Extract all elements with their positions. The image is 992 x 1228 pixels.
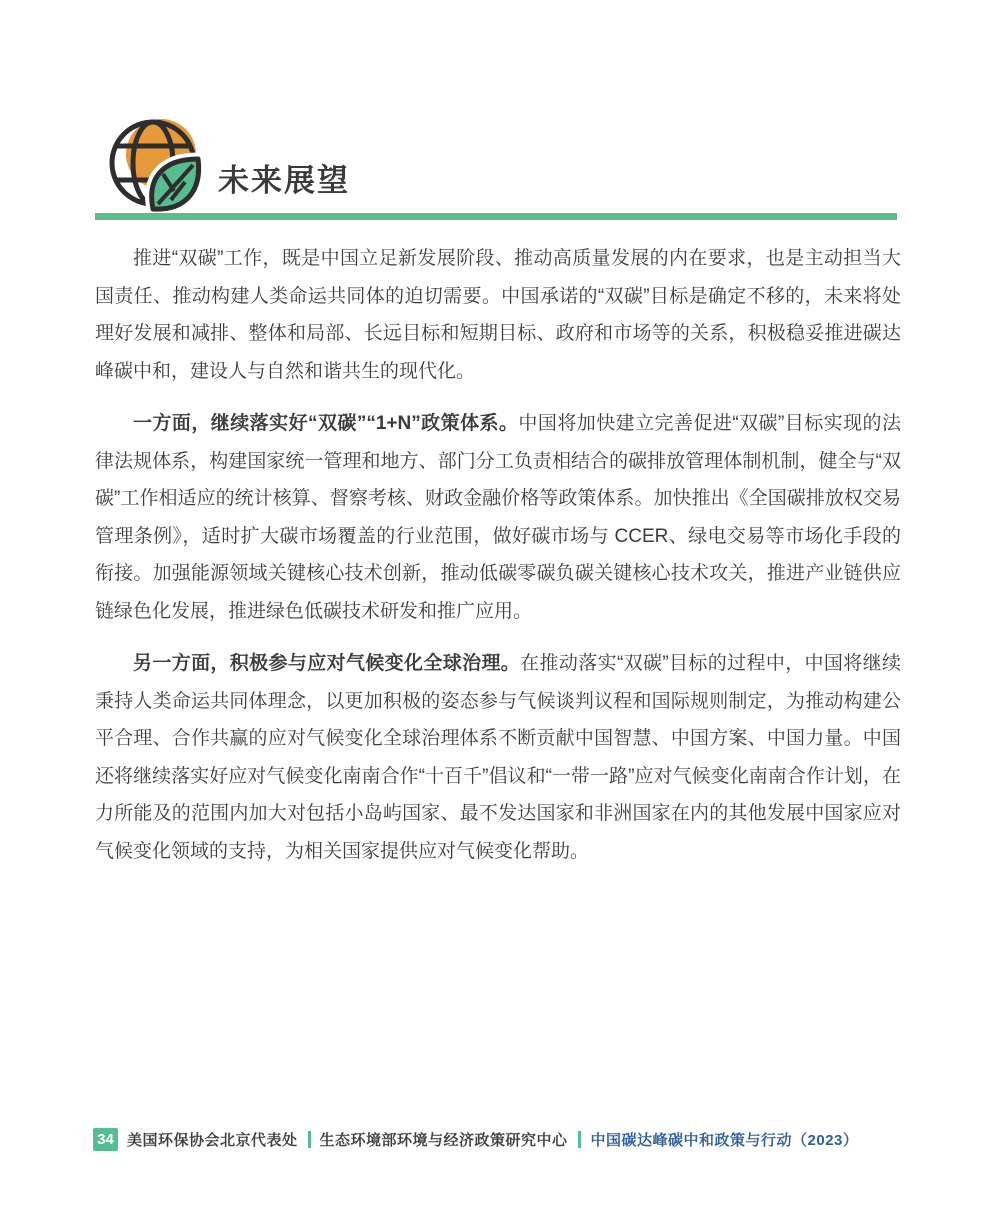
page-footer	[93, 1128, 858, 1151]
footer-org-prcee: 生态环境部环境与经济政策研究中心	[319, 1132, 568, 1149]
body-content	[95, 240, 901, 885]
paragraph-lead: 一方面，继续落实好“双碳”“1+N”政策体系。	[133, 413, 519, 434]
paragraph-lead: 另一方面，积极参与应对气候变化全球治理。	[133, 653, 521, 674]
paragraph-policy-system	[95, 405, 901, 630]
page-number-badge: 34	[93, 1128, 118, 1151]
footer-divider	[578, 1131, 581, 1148]
footer-divider	[308, 1131, 311, 1148]
footer-report-title: 中国碳达峰碳中和政策与行动（2023）	[590, 1132, 859, 1149]
paragraph-intro	[95, 240, 901, 390]
globe-leaf-icon	[103, 112, 203, 216]
section-divider-rule	[95, 213, 897, 220]
paragraph-text: 中国将加快建立完善促进“双碳”目标实现的法律法规体系，构建国家统一管理和地方、部门分工负责相结合的碳排放管理体制机制，健全与“双碳”工作相适应的统计核算、督察考核、财政金融价格等政策体系。加快推出《全国碳排放权交易管理条例》，适时扩大碳市场覆盖的行业范围，做好碳市场与 CCER、绿电交易等市场化手段的衔接。加强能源领域关键核心技术创新，推动低碳零碳负碳关键核心技术攻关，推进产业链供应链绿色化发展，推进绿色低碳技术研发和推广应用。	[95, 413, 902, 622]
footer-org-edf: 美国环保协会北京代表处	[127, 1132, 298, 1149]
page-title: 未来展望	[218, 163, 350, 198]
paragraph-text: 在推动落实“双碳”目标的过程中，中国将继续秉持人类命运共同体理念，以更加积极的姿态参与气候谈判议程和国际规则制定，为推动构建公平合理、合作共赢的应对气候变化全球治理体系不断贡献中国智慧、中国方案、中国力量。中国还将继续落实好应对气候变化南南合作“十百千”倡议和“一带一路”应对气候变化南南合作计划，在力所能及的范围内加大对包括小岛屿国家、最不发达国家和非洲国家在内的其他发展中国家应对气候变化领域的支持，为相关国家提供应对气候变化帮助。	[95, 653, 901, 862]
paragraph-text: 推进“双碳”工作，既是中国立足新发展阶段、推动高质量发展的内在要求，也是主动担当大国责任、推动构建人类命运共同体的迫切需要。中国承诺的“双碳”目标是确定不移的，未来将处理好发展和减排、整体和局部、长远目标和短期目标、政府和市场等的关系，积极稳妥推进碳达峰碳中和，建设人与自然和谐共生的现代化。	[95, 248, 901, 382]
paragraph-global-governance	[95, 645, 901, 870]
